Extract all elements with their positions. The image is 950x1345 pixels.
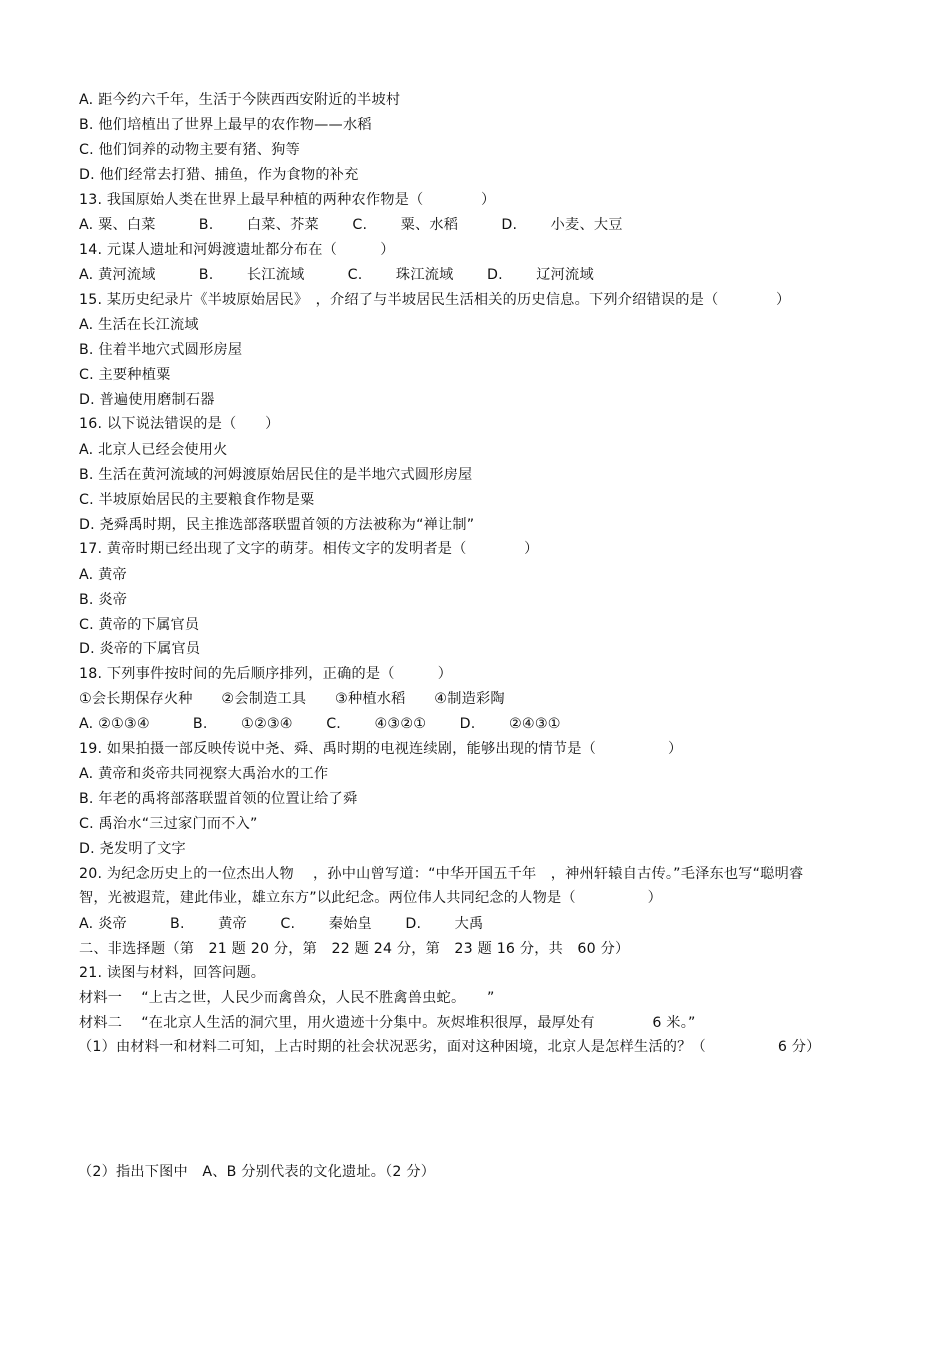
question-15: 15. 某历史纪录片《半坡原始居民》 ，介绍了与半坡居民生活相关的历史信息。下列介绍错误的是（ ） [79, 292, 791, 308]
question-16: 16. 以下说法错误的是（ ） [79, 416, 280, 432]
question-20: 20. 为纪念历史上的一位杰出人物 ，孙中山曾写道：“中华开国五千年 ，神州轩辕自古传。”毛泽东也写“聪明睿 [79, 866, 804, 882]
question-18: 18. 下列事件按时间的先后顺序排列，正确的是（ ） [79, 666, 453, 682]
option-a: A. 北京人已经会使用火 [79, 442, 228, 458]
question-13: 13. 我国原始人类在世界上最早种植的两种农作物是（ ） [79, 192, 496, 208]
option-c: C. 半坡原始居民的主要粮食作物是粟 [79, 492, 315, 508]
section-heading: 二、非选择题（第 21 题 20 分，第 22 题 24 分，第 23 题 16 分，共 60 分） [79, 941, 630, 957]
option-a: A. 生活在长江流域 [79, 317, 199, 333]
question-17: 17. 黄帝时期已经出现了文字的萌芽。相传文字的发明者是（ ） [79, 541, 539, 557]
option-c: C. 他们饲养的动物主要有猪、狗等 [79, 142, 300, 158]
option-d: D. 普遍使用磨制石器 [79, 392, 215, 408]
option-b: B. 生活在黄河流域的河姆渡原始居民住的是半地穴式圆形房屋 [79, 467, 473, 483]
option-d: D. 炎帝的下属官员 [79, 641, 201, 657]
question-13-options: A. 粟、白菜 B. 白菜、芥菜 C. 粟、水稻 D. 小麦、大豆 [79, 217, 623, 233]
option-d: D. 尧发明了文字 [79, 841, 186, 857]
question-18-events: ①会长期保存火种 ②会制造工具 ③种植水稻 ④制造彩陶 [79, 691, 505, 707]
option-b: B. 炎帝 [79, 592, 128, 608]
material-2: 材料二 “在北京人生活的洞穴里，用火遗迹十分集中。灰烬堆积很厚，最厚处有 6 米。” [79, 1015, 696, 1031]
sub-question-1: （1）由材料一和材料二可知，上古时期的社会状况恶劣，面对这种困境，北京人是怎样生活的？（ 6 分） [78, 1039, 821, 1055]
option-a: A. 黄帝和炎帝共同视察大禹治水的工作 [79, 766, 329, 782]
option-c: C. 禹治水“三过家门而不入” [79, 816, 258, 832]
option-d: D. 他们经常去打猎、捕鱼，作为食物的补充 [79, 167, 359, 183]
option-c: C. 主要种植粟 [79, 367, 171, 383]
question-20-continued: 智，光被遐荒，建此伟业，雄立东方”以此纪念。两位伟人共同纪念的人物是（ ） [79, 890, 663, 906]
material-1: 材料一 “上古之世，人民少而禽兽众，人民不胜禽兽虫蛇。 ” [79, 990, 495, 1006]
option-c: C. 黄帝的下属官员 [79, 617, 200, 633]
option-b: B. 他们培植出了世界上最早的农作物——水稻 [79, 117, 372, 133]
question-20-options: A. 炎帝 B. 黄帝 C. 秦始皇 D. 大禹 [79, 916, 484, 932]
question-19: 19. 如果拍摄一部反映传说中尧、舜、禹时期的电视连续剧，能够出现的情节是（ ） [79, 741, 683, 757]
option-a: A. 黄帝 [79, 567, 127, 583]
question-21: 21. 读图与材料，回答问题。 [79, 965, 266, 981]
question-14-options: A. 黄河流域 B. 长江流域 C. 珠江流域 D. 辽河流域 [79, 267, 594, 283]
option-a: A. 距今约六千年，生活于今陕西西安附近的半坡村 [79, 92, 401, 108]
question-18-options: A. ②①③④ B. ①②③④ C. ④③②① D. ②④③① [79, 716, 561, 732]
question-14: 14. 元谋人遗址和河姆渡遗址都分布在（ ） [79, 242, 395, 258]
option-b: B. 年老的禹将部落联盟首领的位置让给了舜 [79, 791, 358, 807]
sub-question-2: （2）指出下图中 A、B 分别代表的文化遗址。（2 分） [78, 1164, 436, 1180]
option-b: B. 住着半地穴式圆形房屋 [79, 342, 243, 358]
option-d: D. 尧舜禹时期，民主推选部落联盟首领的方法被称为“禅让制” [79, 517, 475, 533]
